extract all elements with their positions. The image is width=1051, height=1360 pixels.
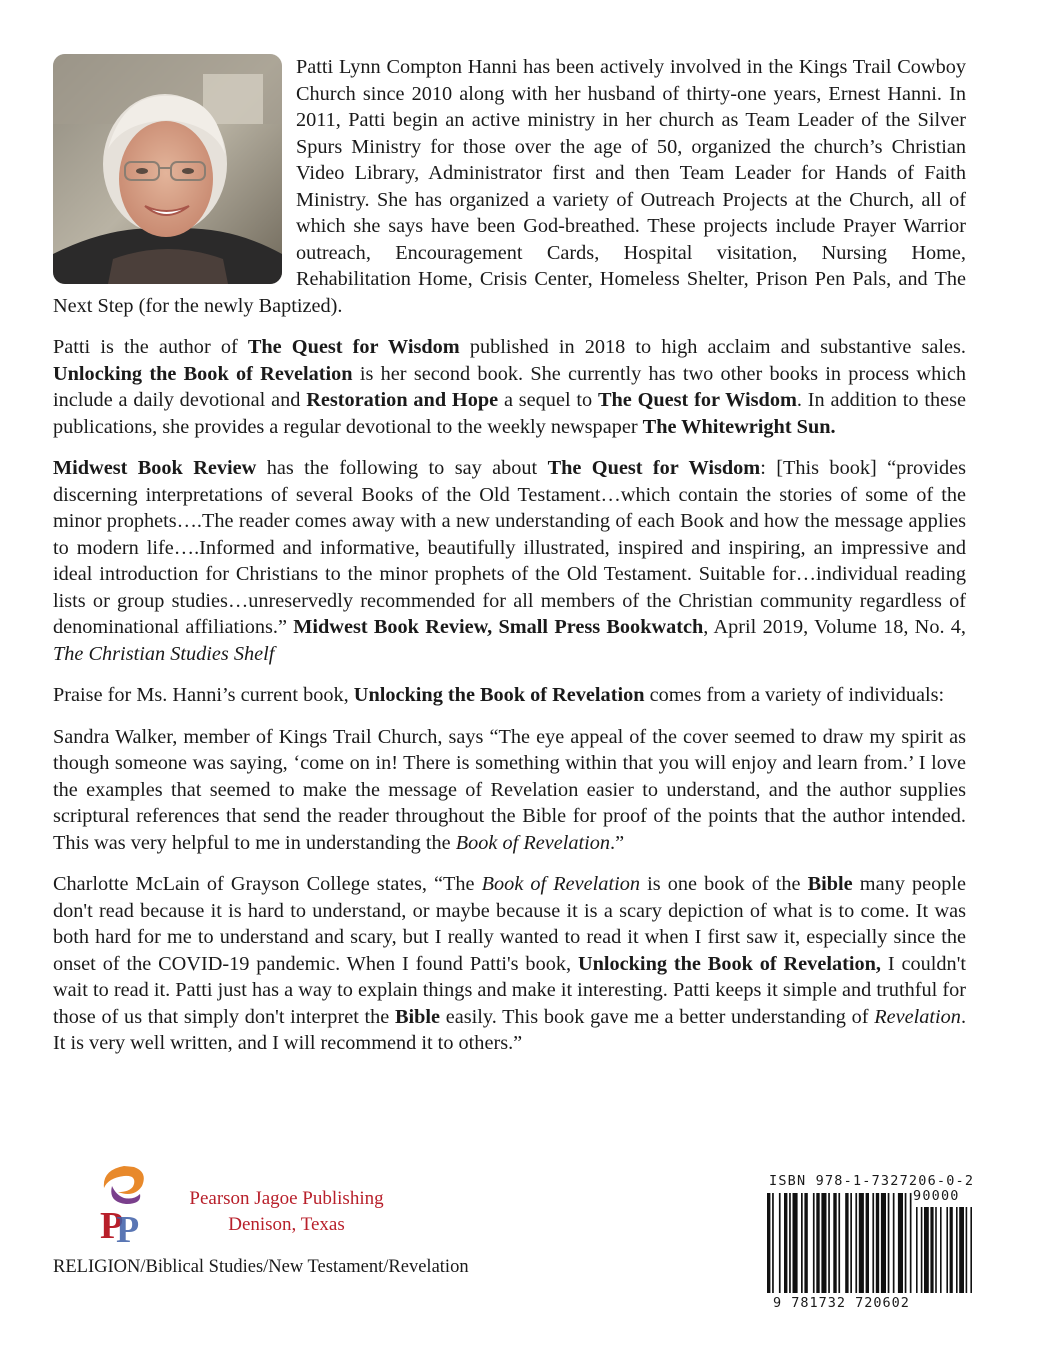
barcode-bar	[970, 1207, 972, 1293]
barcode-bar	[767, 1193, 770, 1293]
praise-intro-paragraph: Praise for Ms. Hanni’s current book, Unlocking the Book of Revelation comes from a variety of individuals:	[53, 684, 945, 706]
barcode-bar	[921, 1207, 923, 1293]
barcode-bar	[940, 1207, 942, 1293]
publisher-logo	[94, 1162, 169, 1249]
barcode-bar	[876, 1193, 879, 1293]
book-title-unlocking: Unlocking the Book of Revelation	[53, 362, 353, 385]
barcode-bar	[850, 1193, 852, 1293]
barcode-bar	[905, 1193, 907, 1293]
publisher-name-block	[184, 1186, 389, 1238]
newspaper-title: The Whitewright Sun.	[642, 415, 836, 438]
barcode-bar	[966, 1207, 968, 1293]
barcode-bar	[772, 1193, 774, 1293]
charlotte-mclain-quote: Charlotte McLain of Grayson College states, “The Book of Revelation is one book of the Bible many people don't read because it is hard to understand, or maybe because it is a scary depiction of what is to come. It was both hard for me to understand and scary, but I really wanted to read it when I first saw it, especially since the onset of the COVID-19 pandemic. When I found Patti's book, Unlocking the Book of Revelation, I couldn't wait to read it. Patti just has a way to explain things and make it interesting. Patti keeps it simple and truthful for those of us that simply don't interpret the Bible easily. This book gave me a better understanding of Revelation. It is very well written, and I will recommend it to others.”	[53, 873, 967, 1054]
barcode-bar	[784, 1193, 787, 1293]
svg-text:P: P	[100, 1205, 124, 1244]
ean-digits: 9 781732 720602	[773, 1295, 910, 1311]
book-title-restoration: Restoration and Hope	[306, 389, 499, 411]
barcode-bar	[793, 1193, 798, 1293]
publisher-location: Denison, Texas	[228, 1214, 345, 1235]
sandra-walker-quote: Sandra Walker, member of Kings Trail Church, says “The eye appeal of the cover seemed to draw my spirit as though someone was saying, ‘come on in! There is something within that you will enjoy and learn from.’ I love the examples that seemed to make the message of Revelation easier to understand, and the author supplies scriptural references that send the reader throughout the Bible for proof of the points that the author intended. This was very helpful to me in understanding the Book of Revelation.”	[53, 725, 966, 854]
author-photo	[53, 54, 282, 284]
barcode-bar	[804, 1193, 807, 1293]
barcode-bar	[935, 1207, 937, 1293]
barcode-bar	[950, 1207, 953, 1293]
barcode-bar	[866, 1193, 869, 1293]
barcode-bar	[924, 1207, 929, 1293]
barcode-bar	[789, 1193, 791, 1293]
barcode-bar	[838, 1193, 840, 1293]
barcode-bar	[881, 1193, 886, 1293]
barcode-bar	[946, 1207, 948, 1293]
svg-text:P: P	[116, 1209, 140, 1244]
book-title-quest-2: The Quest for Wisdom	[597, 389, 797, 411]
book-title-quest: The Quest for Wisdom	[247, 336, 460, 358]
barcode-bar	[916, 1207, 918, 1293]
barcode-bar	[956, 1207, 958, 1293]
author-bio-paragraph: Patti Lynn Compton Hanni has been actively involved in the Kings Trail Cowboy Church since 2010 along with her husband of thirty-one years, Ernest Hanni. In 2011, Patti begin an active ministry in her church as Team Leader of the Silver Spurs Ministry for those over the age of 50, organized the church’s Christian Video Library, Administrator first and then Team Leader for Hands of Faith Ministry. She has organized a variety of Outreach Projects at the Church, all of which she says have been God-breathed. These projects include Prayer Warrior outreach, Encouragement Cards, Hospital visitation, Nursing Home, Rehabilitation Home, Crisis Center, Homeless Shelter, Prison Pen Pals, and The Next Step (for the newly Baptized).	[53, 56, 966, 317]
midwest-review-paragraph: Midwest Book Review has the following to say about The Quest for Wisdom: [This book] “provides discerning interpretations of several Books of the Old Testament…which contain the stories of some of the minor prophets….The reader comes away with a new understanding of each Book and how the message applies to modern life….Informed and informative, beautifully illustrated, inspired and inspiring, an impressive and ideal introduction for Christians to the minor prophets of the Old Testament. Suitable for…individual reading lists or group studies…unreservedly recommended for all members of the Christian community regardless of denominational affiliations.” Midwest Book Review, Small Press Bookwatch, April 2019, Volume 18, No. 4, The Christian Studies Shelf	[53, 457, 967, 665]
price-code: 90000	[913, 1188, 960, 1204]
publisher-name: Pearson Jagoe Publishing	[189, 1188, 384, 1209]
barcode-bar	[821, 1193, 826, 1293]
barcode-bar	[813, 1193, 815, 1293]
barcode-bar	[855, 1193, 857, 1293]
book-category: RELIGION/Biblical Studies/New Testament/Revelation	[53, 1257, 469, 1277]
isbn-barcode	[761, 1173, 982, 1313]
barcode-bar	[959, 1207, 964, 1293]
barcode-bar	[910, 1193, 912, 1293]
barcode-bar	[898, 1193, 903, 1293]
barcode-bar	[859, 1193, 864, 1293]
isbn-label: ISBN 978-1-7327206-0-2	[769, 1173, 975, 1189]
barcode-bar	[888, 1193, 890, 1293]
barcode-bar	[845, 1193, 848, 1293]
back-cover-text	[53, 54, 966, 1057]
barcode-bar	[872, 1193, 874, 1293]
barcode-bar	[801, 1193, 803, 1293]
barcode-bars	[761, 1173, 982, 1293]
barcode-bar	[833, 1193, 836, 1293]
barcode-bar	[930, 1207, 933, 1293]
barcode-bar	[893, 1193, 895, 1293]
barcode-bar	[816, 1193, 819, 1293]
barcode-bar	[779, 1193, 781, 1293]
barcode-bar	[828, 1193, 830, 1293]
author-works-paragraph: Patti is the author of The Quest for Wisdom published in 2018 to high acclaim and substantive sales. Unlocking the Book of Revelation is her second book. She currently has two other books in process which include a daily devotional and Restoration and Hope a sequel to The Quest for Wisdom. In addition to these publications, she provides a regular devotional to the weekly newspaper The Whitewright Sun.	[53, 336, 966, 438]
